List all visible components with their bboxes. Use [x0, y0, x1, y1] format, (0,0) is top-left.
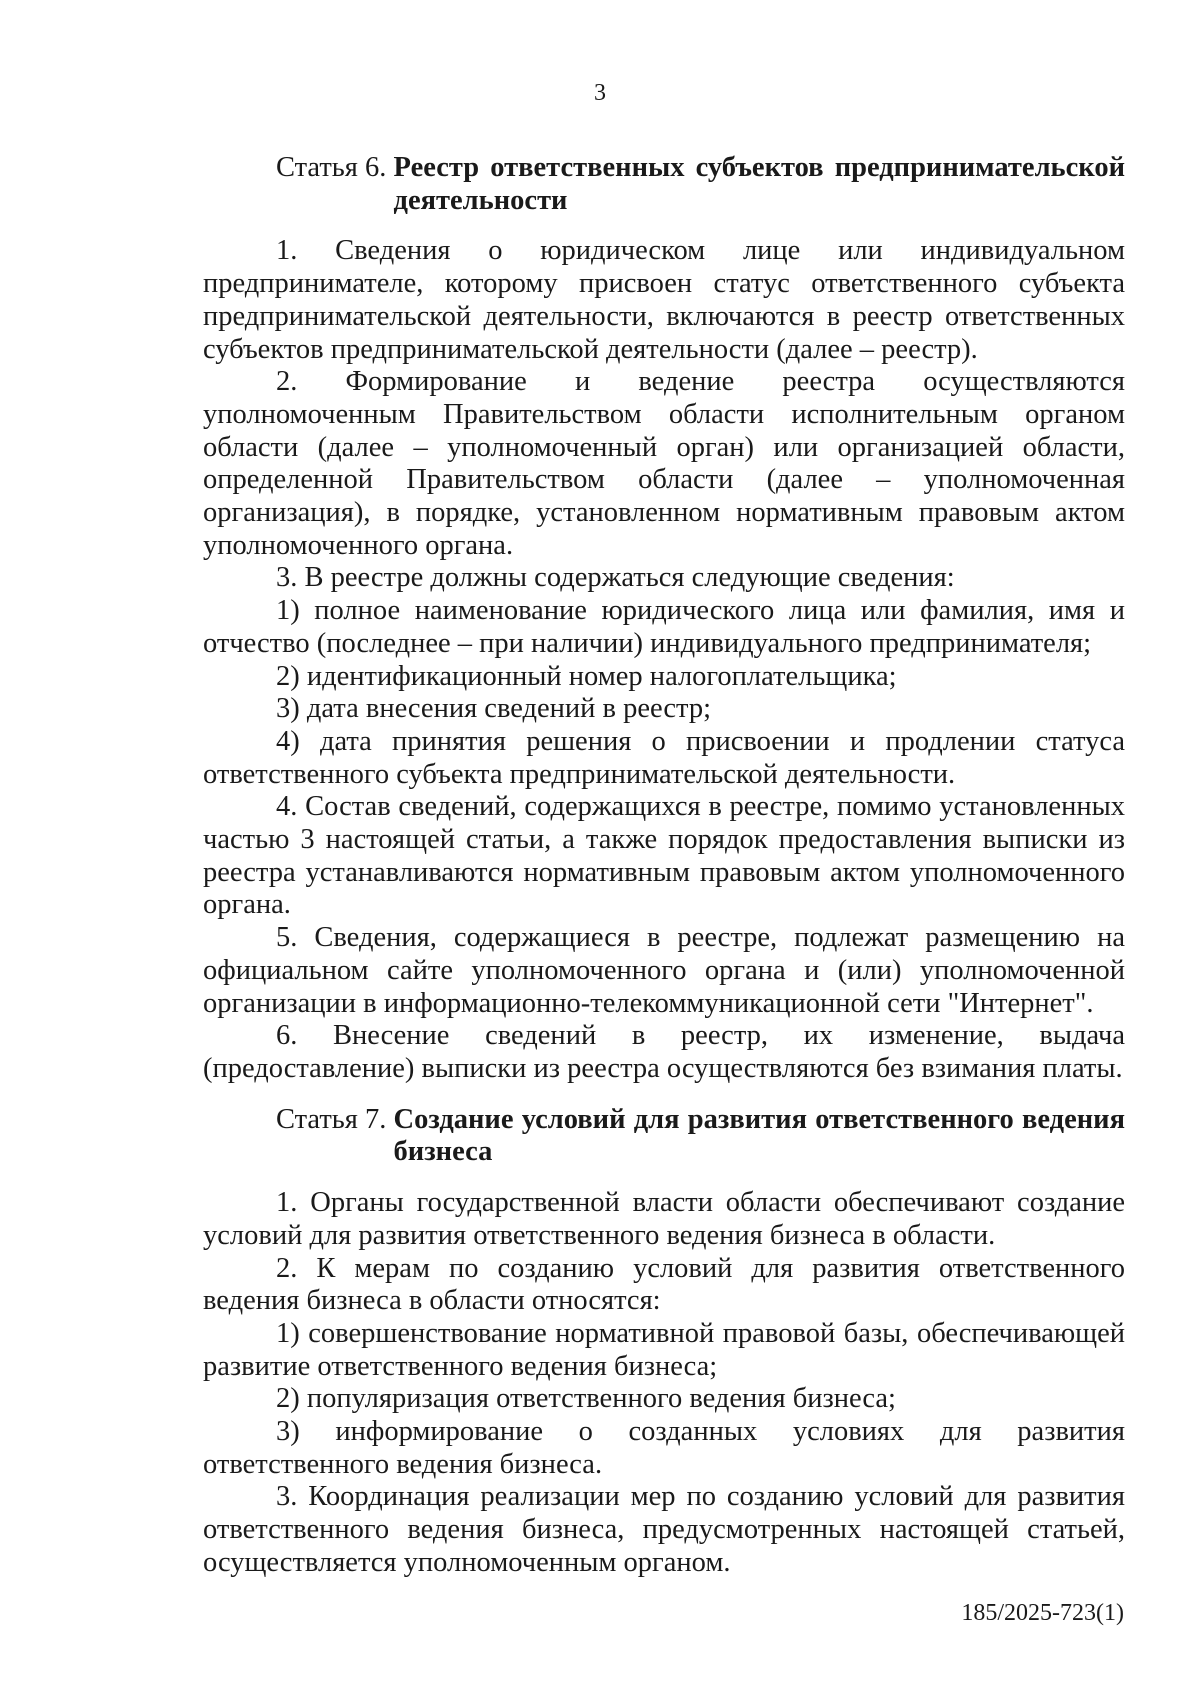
article-6-paragraph: 6. Внесение сведений в реестр, их изменение, выдача (предоставление) выписки из реестра осуществляются без взимания платы.: [203, 1020, 1125, 1084]
article-6-label: Статья 6.: [276, 152, 394, 183]
article-7-label: Статья 7.: [276, 1103, 394, 1135]
article-6-paragraph: 3. В реестре должны содержаться следующие сведения:: [276, 562, 955, 594]
article-6-paragraph: 1. Сведения о юридическом лице или индивидуальном предпринимателе, которому присвоен статус ответственного субъекта предпринимательской деятельности, включаются в реестр ответственных субъектов предпринимательской деятельности (далее – реестр).: [203, 235, 1125, 365]
document-body: [203, 152, 1125, 1580]
article-6-list-item: 3) дата внесения сведений в реестр;: [276, 693, 712, 725]
article-7-list-item: 2) популяризация ответственного ведения бизнеса;: [276, 1383, 896, 1415]
article-7-list-item: 1) совершенствование нормативной правовой базы, обеспечивающей развитие ответственного ведения бизнеса;: [203, 1317, 1125, 1382]
article-6-title: Реестр ответственных субъектов предпринимательской деятельности: [393, 152, 1125, 216]
article-7-heading: [203, 1104, 1125, 1169]
article-6-list-item: 4) дата принятия решения о присвоении и продлении статуса ответственного субъекта предпринимательской деятельности.: [203, 725, 1125, 790]
document-code: 185/2025-723(1): [961, 1600, 1124, 1626]
article-7-paragraph: 2. К мерам по созданию условий для развития ответственного ведения бизнеса в области относятся:: [203, 1252, 1125, 1317]
article-6-paragraph: 4. Состав сведений, содержащихся в реестре, помимо установленных частью 3 настоящей статьи, а также порядок предоставления выписки из реестра устанавливаются нормативным правовым актом уполномоченного органа.: [203, 791, 1125, 921]
article-7-paragraph: 1. Органы государственной власти области обеспечивают создание условий для развития ответственного ведения бизнеса в области.: [203, 1187, 1125, 1251]
page-number: 3: [594, 80, 606, 106]
article-6-list-item: 1) полное наименование юридического лица или фамилия, имя и отчество (последнее – при наличии) индивидуального предпринимателя;: [203, 595, 1125, 659]
article-7-paragraph: 3. Координация реализации мер по созданию условий для развития ответственного ведения бизнеса, предусмотренных настоящей статьей, осуществляется уполномоченным органом.: [203, 1481, 1125, 1578]
article-6-paragraph: 5. Сведения, содержащиеся в реестре, подлежат размещению на официальном сайте уполномоченного органа и (или) уполномоченной организации в информационно-телекоммуникационной сети "Интернет".: [203, 922, 1125, 1019]
article-6-paragraph: 2. Формирование и ведение реестра осуществляются уполномоченным Правительством области исполнительным органом области (далее – уполномоченный орган) или организацией области, определенной Правительством области (далее – уполномоченная организация), в порядке, установленном нормативным правовым актом уполномоченного органа.: [203, 366, 1125, 561]
article-7-title: Создание условий для развития ответственного ведения бизнеса: [393, 1103, 1125, 1168]
article-6-heading: [203, 152, 1125, 217]
article-7-list-item: 3) информирование о созданных условиях для развития ответственного ведения бизнеса.: [203, 1416, 1125, 1480]
article-6-list-item: 2) идентификационный номер налогоплательщика;: [276, 660, 897, 692]
